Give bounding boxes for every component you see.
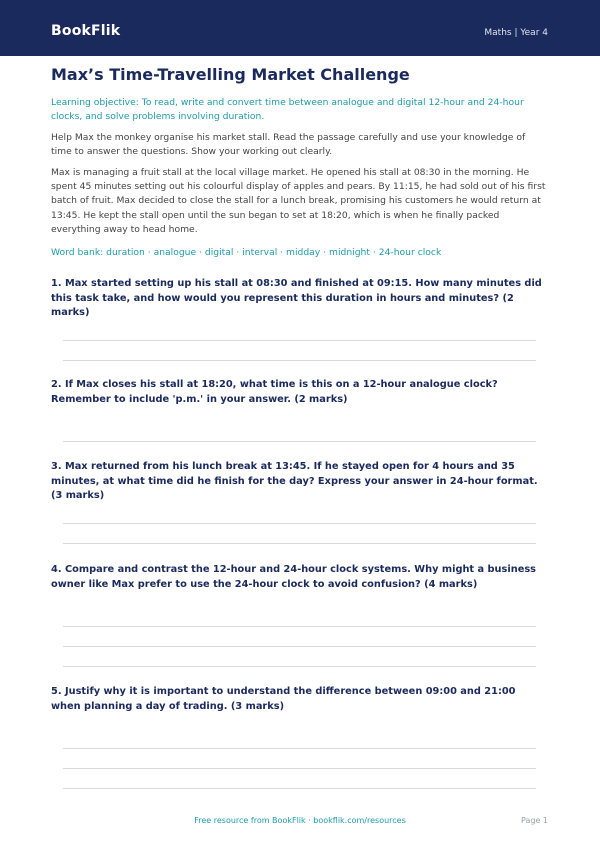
page-number: Page 1 (521, 816, 548, 825)
word-bank: Word bank: duration · analogue · digital · interval · midday · midnight · 24-hour clock (51, 247, 442, 258)
answer-line[interactable] (63, 646, 536, 647)
answer-line[interactable] (63, 543, 536, 544)
answer-line[interactable] (63, 666, 536, 667)
brand-logo[interactable]: BookFlik (51, 23, 121, 39)
question-1: 1. Max started setting up his stall at 08:30 and finished at 09:15. How many minutes did this task take, and how would you represent this duration in hours and minutes? (2 marks) (51, 278, 542, 319)
answer-line[interactable] (63, 788, 536, 789)
footer-link[interactable]: Free resource from BookFlik · bookflik.com/resources (194, 816, 406, 825)
question-4: 4. Compare and contrast the 12-hour and 24-hour clock systems. Why might a business owner like Max prefer to use the 24-hour clock to avoid confusion? (4 marks) (51, 564, 537, 590)
subject-year-label: Maths | Year 4 (484, 28, 548, 38)
learning-objective: Learning objective: To read, write and convert time between analogue and digital 12-hour and 24-hour clocks, and solve problems involving duration. (51, 97, 524, 123)
answer-line[interactable] (63, 626, 536, 627)
answer-line[interactable] (63, 360, 536, 361)
answer-line[interactable] (63, 441, 536, 442)
question-3: 3. Max returned from his lunch break at 13:45. If he stayed open for 4 hours and 35 minutes, at what time did he finish for the day? Express your answer in 24-hour format. (3 marks) (51, 461, 538, 502)
header-bar (0, 0, 600, 56)
answer-line[interactable] (63, 768, 536, 769)
question-2: 2. If Max closes his stall at 18:20, what time is this on a 12-hour analogue clock? Remember to include 'p.m.' in your answer. (2 marks) (51, 379, 498, 405)
answer-line[interactable] (63, 748, 536, 749)
story-passage: Max is managing a fruit stall at the local village market. He opened his stall at 08:30 in the morning. He spent 45 minutes setting out his colourful display of apples and pears. By 11:15, he had sold out of his first batch of fruit. Max decided to close the stall for a lunch break, promising his customers he would return at 13:45. He kept the stall open until the sun began to set at 18:20, which is when he finally packed everything away to head home. (51, 167, 546, 235)
page-title: Max’s Time-Travelling Market Challenge (51, 65, 410, 84)
answer-line[interactable] (63, 340, 536, 341)
question-5: 5. Justify why it is important to understand the difference between 09:00 and 21:00 when planning a day of trading. (3 marks) (51, 686, 516, 712)
answer-line[interactable] (63, 523, 536, 524)
intro-paragraph: Help Max the monkey organise his market stall. Read the passage carefully and use your knowledge of time to answer the questions. Show your working out clearly. (51, 132, 526, 158)
